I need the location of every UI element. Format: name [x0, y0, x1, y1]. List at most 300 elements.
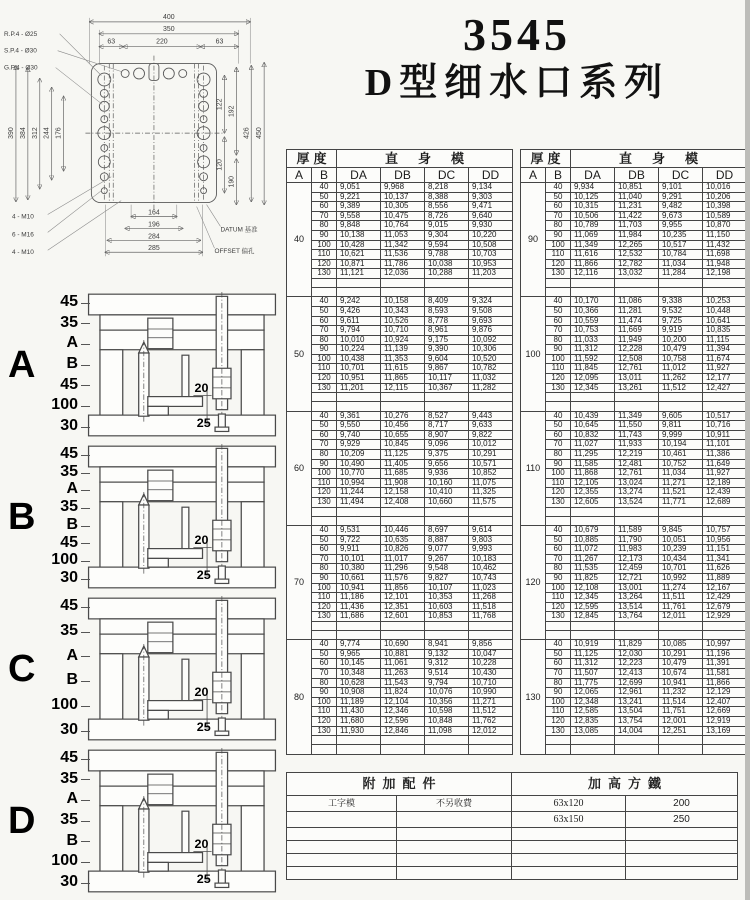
price-value: 11,186	[337, 593, 381, 603]
thickness-b-value: 50	[546, 306, 571, 316]
table-row	[287, 669, 513, 679]
thickness-b-value: 110	[312, 478, 337, 488]
price-value: 12,129	[703, 688, 747, 698]
table-row	[287, 430, 513, 440]
col-header-dc: DC	[659, 168, 703, 183]
thickness-b-value: 120	[546, 602, 571, 612]
price-value: 13,264	[615, 593, 659, 603]
spacer-row	[287, 393, 513, 402]
thickness-a-value: 130	[521, 640, 546, 754]
spacer-row	[287, 288, 513, 297]
dim-label: 35	[48, 315, 84, 331]
price-value: 8,556	[425, 202, 469, 212]
price-value: 12,532	[615, 250, 659, 260]
price-value: 12,439	[703, 488, 747, 498]
price-value: 10,661	[337, 573, 381, 583]
thickness-b-value: 70	[546, 211, 571, 221]
table-row	[287, 459, 513, 469]
price-value: 10,305	[381, 202, 425, 212]
price-value: 8,218	[425, 183, 469, 193]
price-value: 11,494	[337, 497, 381, 507]
thickness-b-value: 90	[312, 573, 337, 583]
price-value: 10,200	[659, 335, 703, 345]
price-value: 10,183	[469, 554, 513, 564]
price-value: 10,758	[659, 354, 703, 364]
price-value: 8,941	[425, 640, 469, 650]
price-value: 10,012	[469, 440, 513, 450]
price-value: 10,852	[469, 469, 513, 479]
price-value: 8,717	[425, 421, 469, 431]
table-row	[521, 459, 747, 469]
col-header-dc: DC	[425, 168, 469, 183]
table-row	[287, 421, 513, 431]
col-header-b: B	[546, 168, 571, 183]
price-value: 10,220	[469, 230, 513, 240]
dim-120: 120	[216, 159, 224, 171]
price-value: 11,436	[337, 602, 381, 612]
price-value: 13,514	[615, 602, 659, 612]
spacer-row	[287, 507, 513, 516]
price-value: 10,410	[425, 488, 469, 498]
price-value: 10,206	[703, 192, 747, 202]
price-value: 10,589	[703, 211, 747, 221]
price-value: 11,101	[703, 440, 747, 450]
price-value: 10,047	[469, 649, 513, 659]
dimension-labels	[4, 14, 263, 256]
table-row	[521, 554, 747, 564]
accessory-header-left: 附加配件	[287, 773, 512, 796]
dim-label: 35	[48, 623, 84, 639]
dim-label: 30	[48, 570, 84, 586]
price-value: 9,611	[337, 316, 381, 326]
price-value: 11,034	[659, 469, 703, 479]
thickness-b-value: 100	[546, 469, 571, 479]
price-value: 10,461	[659, 450, 703, 460]
price-value: 12,348	[571, 697, 615, 707]
price-value: 9,101	[659, 183, 703, 193]
price-value: 11,761	[659, 602, 703, 612]
hole-label-rp: R.P.4 - Ø25	[4, 30, 38, 38]
col-header-dd: DD	[469, 168, 513, 183]
price-value: 12,427	[703, 383, 747, 393]
price-value: 10,571	[469, 459, 513, 469]
price-value: 9,656	[425, 459, 469, 469]
price-value: 11,685	[381, 469, 425, 479]
price-value: 11,125	[571, 649, 615, 659]
price-value: 11,669	[615, 326, 659, 336]
price-value: 10,919	[571, 640, 615, 650]
price-value: 12,351	[381, 602, 425, 612]
price-value: 13,169	[703, 726, 747, 736]
thickness-b-value: 50	[312, 535, 337, 545]
price-value: 9,531	[337, 525, 381, 535]
price-value: 10,871	[337, 259, 381, 269]
price-value: 11,325	[469, 488, 513, 498]
thickness-b-value: 100	[546, 583, 571, 593]
price-value: 13,024	[615, 478, 659, 488]
price-value: 11,262	[659, 374, 703, 384]
price-value: 11,268	[469, 593, 513, 603]
spacer-row	[521, 288, 747, 297]
table-row	[287, 450, 513, 460]
spacer-row	[521, 507, 747, 516]
thickness-b-value: 130	[312, 269, 337, 279]
price-value: 13,524	[615, 497, 659, 507]
spacer-row	[287, 621, 513, 630]
price-value: 9,968	[381, 183, 425, 193]
thickness-b-value: 100	[312, 697, 337, 707]
price-value: 9,015	[425, 221, 469, 231]
price-value: 9,919	[659, 326, 703, 336]
price-value: 12,265	[615, 240, 659, 250]
price-value: 11,868	[571, 469, 615, 479]
thickness-a-value: 110	[521, 411, 546, 525]
riser-price: 200	[626, 796, 738, 812]
riser-size: 63x150	[512, 812, 626, 828]
table-row	[287, 374, 513, 384]
price-value: 10,621	[337, 250, 381, 260]
price-value: 11,615	[381, 364, 425, 374]
price-value: 11,543	[381, 678, 425, 688]
dim-label: 100	[48, 397, 84, 413]
table-row	[287, 183, 513, 193]
price-value: 12,223	[615, 659, 659, 669]
mold-plate-drawing	[2, 6, 290, 286]
col-header-a: A	[521, 168, 546, 183]
price-value: 12,961	[615, 688, 659, 698]
price-value: 10,276	[381, 411, 425, 421]
price-value: 11,023	[469, 583, 513, 593]
price-value: 11,040	[615, 192, 659, 202]
price-value: 9,443	[469, 411, 513, 421]
price-value: 10,924	[381, 335, 425, 345]
price-value: 12,596	[381, 717, 425, 727]
table-row	[521, 583, 747, 593]
table-row	[287, 488, 513, 498]
table-row	[521, 316, 747, 326]
table-row	[287, 678, 513, 688]
price-value: 9,788	[425, 250, 469, 260]
price-value: 9,722	[337, 535, 381, 545]
table-row	[287, 649, 513, 659]
price-value: 9,794	[425, 678, 469, 688]
price-value: 10,291	[659, 649, 703, 659]
dim-426: 426	[243, 127, 251, 139]
price-value: 9,876	[469, 326, 513, 336]
price-value: 8,778	[425, 316, 469, 326]
price-value: 13,032	[615, 269, 659, 279]
price-value: 10,051	[659, 535, 703, 545]
thickness-b-value: 70	[546, 669, 571, 679]
price-value: 11,296	[381, 564, 425, 574]
table-row	[521, 221, 747, 231]
price-value: 12,030	[615, 649, 659, 659]
price-value: 11,139	[381, 345, 425, 355]
price-value: 10,655	[381, 430, 425, 440]
price-value: 9,338	[659, 297, 703, 307]
price-value: 12,095	[571, 374, 615, 384]
table-row	[287, 593, 513, 603]
price-value: 12,355	[571, 488, 615, 498]
thickness-b-value: 80	[312, 678, 337, 688]
price-value: 10,598	[425, 707, 469, 717]
price-value: 11,284	[659, 269, 703, 279]
col-header-db: DB	[615, 168, 659, 183]
price-value: 11,271	[659, 478, 703, 488]
price-value: 8,961	[425, 326, 469, 336]
inner-dim-25-label: 25	[196, 568, 211, 583]
price-value: 11,649	[703, 459, 747, 469]
price-value: 9,936	[425, 469, 469, 479]
price-value: 11,536	[381, 250, 425, 260]
price-value: 11,405	[381, 459, 425, 469]
price-value: 9,390	[425, 345, 469, 355]
dim-label: 30	[48, 722, 84, 738]
mold-diagram-b	[8, 444, 280, 590]
thickness-b-value: 130	[312, 497, 337, 507]
price-value: 11,098	[425, 726, 469, 736]
price-value: 10,253	[703, 297, 747, 307]
table-row	[521, 525, 747, 535]
price-value: 11,312	[571, 659, 615, 669]
dim-63-right: 63	[215, 38, 224, 46]
price-value: 11,203	[469, 269, 513, 279]
thickness-b-value: 40	[312, 297, 337, 307]
price-value: 11,581	[703, 669, 747, 679]
inner-dim-20-label: 20	[194, 381, 209, 396]
price-value: 10,353	[425, 593, 469, 603]
price-value: 10,520	[469, 354, 513, 364]
table-row	[521, 269, 747, 279]
table-row	[287, 326, 513, 336]
price-value: 10,101	[337, 554, 381, 564]
table-row	[287, 316, 513, 326]
dim-312: 312	[31, 127, 39, 139]
price-value: 8,593	[425, 306, 469, 316]
price-value: 11,866	[703, 678, 747, 688]
price-value: 13,085	[571, 726, 615, 736]
thickness-b-value: 70	[546, 440, 571, 450]
spacer-row	[521, 516, 747, 525]
price-value: 11,474	[615, 316, 659, 326]
price-value: 10,479	[659, 345, 703, 355]
price-value: 12,116	[571, 269, 615, 279]
table-row	[521, 469, 747, 479]
thickness-b-value: 100	[546, 240, 571, 250]
thickness-b-value: 110	[546, 707, 571, 717]
dim-label: A	[48, 335, 84, 351]
price-value: 9,693	[469, 316, 513, 326]
dim-450: 450	[256, 127, 264, 139]
price-value: 12,011	[659, 612, 703, 622]
table-row	[521, 421, 747, 431]
price-value: 11,743	[615, 430, 659, 440]
thickness-b-value: 90	[546, 573, 571, 583]
price-value: 9,508	[469, 306, 513, 316]
price-value: 11,825	[571, 573, 615, 583]
mold-section-art	[84, 596, 280, 742]
thread-label-3: 4 - M10	[11, 249, 34, 257]
price-value: 12,012	[469, 726, 513, 736]
price-value: 12,228	[615, 345, 659, 355]
thread-label-2: 6 - M16	[11, 231, 34, 239]
price-value: 11,589	[615, 525, 659, 535]
price-table-right	[520, 149, 747, 755]
thickness-b-value: 40	[546, 183, 571, 193]
inner-dim-20-label: 20	[194, 685, 209, 700]
thickness-b-value: 60	[546, 545, 571, 555]
price-value: 8,527	[425, 411, 469, 421]
title-block	[292, 10, 742, 106]
price-value: 9,514	[425, 669, 469, 679]
price-value: 11,698	[703, 250, 747, 260]
thickness-b-value: 130	[312, 383, 337, 393]
price-value: 11,585	[571, 459, 615, 469]
price-value: 12,251	[659, 726, 703, 736]
thickness-b-value: 80	[312, 221, 337, 231]
table-row	[521, 602, 747, 612]
price-value: 9,291	[659, 192, 703, 202]
price-value: 10,137	[381, 192, 425, 202]
table-row	[521, 640, 747, 650]
table-row	[287, 192, 513, 202]
price-value: 11,575	[469, 497, 513, 507]
price-value: 9,955	[659, 221, 703, 231]
price-value: 11,027	[571, 440, 615, 450]
price-value: 11,125	[381, 450, 425, 460]
price-value: 11,295	[571, 450, 615, 460]
price-value: 11,983	[615, 545, 659, 555]
table-row	[521, 259, 747, 269]
table-row	[287, 554, 513, 564]
accessory-header-right: 加高方鐵	[512, 773, 738, 796]
price-value: 10,508	[469, 240, 513, 250]
thickness-b-value: 100	[312, 240, 337, 250]
price-value: 11,908	[381, 478, 425, 488]
price-value: 9,132	[425, 649, 469, 659]
price-value: 9,604	[425, 354, 469, 364]
table-row	[287, 535, 513, 545]
price-value: 10,782	[469, 364, 513, 374]
price-value: 10,848	[425, 717, 469, 727]
price-value: 10,716	[703, 421, 747, 431]
dim-label: 100	[48, 697, 84, 713]
table-row	[521, 707, 747, 717]
price-value: 11,930	[337, 726, 381, 736]
thickness-b-value: 90	[546, 459, 571, 469]
price-value: 11,312	[571, 345, 615, 355]
table-row	[521, 364, 747, 374]
price-value: 9,471	[469, 202, 513, 212]
price-value: 9,077	[425, 545, 469, 555]
accessory-item	[287, 812, 397, 828]
table-row	[287, 602, 513, 612]
riser-size: 63x120	[512, 796, 626, 812]
price-value: 11,786	[381, 259, 425, 269]
price-value: 10,753	[571, 326, 615, 336]
price-value: 11,150	[703, 230, 747, 240]
price-value: 12,721	[615, 573, 659, 583]
plate-outline	[85, 56, 222, 211]
price-value: 9,633	[469, 421, 513, 431]
spacer-row	[521, 402, 747, 411]
dim-label: 35	[48, 464, 84, 480]
price-value: 11,281	[615, 306, 659, 316]
col-header-dd: DD	[703, 168, 747, 183]
thickness-b-value: 120	[546, 488, 571, 498]
thickness-b-value: 70	[312, 554, 337, 564]
table-row	[521, 335, 747, 345]
price-value: 12,115	[381, 383, 425, 393]
accessory-note: 不另收費	[397, 796, 512, 812]
price-value: 12,481	[615, 459, 659, 469]
price-value: 11,703	[615, 221, 659, 231]
price-value: 10,517	[659, 240, 703, 250]
table-row	[287, 297, 513, 307]
price-value: 10,674	[659, 669, 703, 679]
table-row	[287, 497, 513, 507]
thickness-b-value: 50	[546, 421, 571, 431]
thickness-b-value: 110	[312, 593, 337, 603]
price-value: 11,012	[659, 364, 703, 374]
price-value: 10,228	[469, 659, 513, 669]
thickness-b-value: 130	[546, 383, 571, 393]
price-value: 10,010	[337, 335, 381, 345]
price-value: 10,885	[571, 535, 615, 545]
price-value: 9,361	[337, 411, 381, 421]
price-value: 9,725	[659, 316, 703, 326]
mold-diagram-c	[8, 596, 280, 742]
table-row	[287, 259, 513, 269]
table-row	[521, 573, 747, 583]
price-value: 10,956	[703, 535, 747, 545]
price-value: 10,434	[659, 554, 703, 564]
price-value: 11,017	[381, 554, 425, 564]
price-value: 11,927	[703, 364, 747, 374]
header-straight-mold: 直身模	[337, 150, 513, 168]
price-value: 11,072	[571, 545, 615, 555]
price-value: 10,194	[659, 440, 703, 450]
dim-label: B	[48, 356, 84, 372]
price-value: 9,867	[425, 364, 469, 374]
spacer-row	[521, 621, 747, 630]
diagram-letter: A	[8, 344, 36, 386]
price-value: 8,907	[425, 430, 469, 440]
price-value: 10,701	[337, 364, 381, 374]
price-value: 10,710	[381, 326, 425, 336]
price-value: 13,241	[615, 697, 659, 707]
header-straight-mold: 直身模	[571, 150, 747, 168]
price-value: 10,016	[703, 183, 747, 193]
hole-label-gp: G.P.4 - Ø30	[4, 64, 38, 72]
price-value: 12,189	[703, 478, 747, 488]
price-value: 10,953	[469, 259, 513, 269]
thickness-b-value: 90	[546, 230, 571, 240]
dim-label: A	[48, 791, 84, 807]
table-row	[521, 659, 747, 669]
table-row	[287, 411, 513, 421]
price-value: 12,679	[703, 602, 747, 612]
price-value: 10,076	[425, 688, 469, 698]
price-value: 10,679	[571, 525, 615, 535]
table-row	[521, 411, 747, 421]
table-row	[287, 717, 513, 727]
thickness-b-value: 60	[312, 316, 337, 326]
dim-label: A	[48, 648, 84, 664]
price-value: 13,504	[615, 707, 659, 717]
table-row	[287, 306, 513, 316]
thickness-b-value: 120	[546, 717, 571, 727]
